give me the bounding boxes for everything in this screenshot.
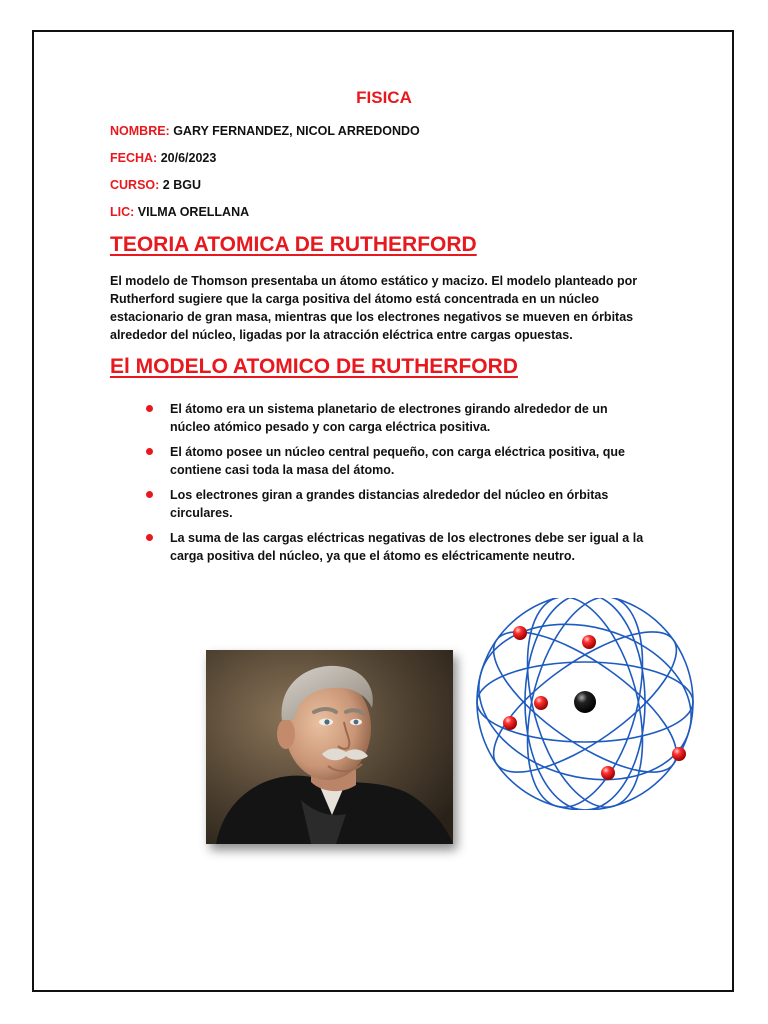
- info-nombre: [110, 124, 420, 138]
- portrait-photo: [206, 650, 453, 844]
- info-fecha-value: 20/6/2023: [160, 151, 217, 165]
- atom-model: [472, 598, 698, 810]
- portrait-illustration: [206, 650, 453, 844]
- bullet-dot-icon: [146, 448, 153, 455]
- list-item: [110, 529, 650, 565]
- list-item: [110, 443, 650, 479]
- list-item: [110, 486, 650, 522]
- section1-heading: TEORIA ATOMICA DE RUTHERFORD: [110, 233, 477, 256]
- info-nombre-value: GARY FERNANDEZ, NICOL ARREDONDO: [173, 124, 420, 138]
- list-item-text: El átomo era un sistema planetario de electrones girando alrededor de un núcleo atómico pesado y con carga eléctrica positiva.: [170, 402, 608, 434]
- list-item: [110, 400, 650, 436]
- info-lic-label: LIC:: [110, 205, 135, 219]
- info-lic-value: VILMA ORELLANA: [137, 205, 250, 219]
- list-item-text: El átomo posee un núcleo central pequeño, con carga eléctrica positiva, que contiene casi toda la masa del átomo.: [170, 445, 625, 477]
- list-item-text: Los electrones giran a grandes distancias alrededor del núcleo en órbitas circulares.: [170, 488, 609, 520]
- info-fecha-label: FECHA:: [110, 151, 158, 165]
- bullet-list: [110, 400, 650, 572]
- info-curso-value: 2 BGU: [162, 178, 201, 192]
- section1-paragraph: El modelo de Thomson presentaba un átomo estático y macizo. El modelo planteado por Rutherford sugiere que la carga positiva del átomo está concentrada en un núcleo estacionario de gran masa, mientras que los electrones negativos se mueven en órbitas alrededor del núcleo, ligadas por la atracción eléctrica entre cargas opuestas.: [110, 274, 638, 342]
- bullet-dot-icon: [146, 405, 153, 412]
- bullet-dot-icon: [146, 534, 153, 541]
- section2-heading: El MODELO ATOMICO DE RUTHERFORD: [110, 355, 518, 378]
- list-item-text: La suma de las cargas eléctricas negativas de los electrones debe ser igual a la carga positiva del núcleo, ya que el átomo es eléctricamente neutro.: [170, 531, 644, 563]
- bullet-dot-icon: [146, 491, 153, 498]
- info-curso: [110, 178, 201, 192]
- page-title: FISICA: [356, 88, 412, 107]
- info-nombre-label: NOMBRE:: [110, 124, 170, 138]
- info-lic: [110, 205, 249, 219]
- info-curso-label: CURSO:: [110, 178, 160, 192]
- atom-illustration: [472, 598, 698, 810]
- info-fecha: [110, 151, 216, 165]
